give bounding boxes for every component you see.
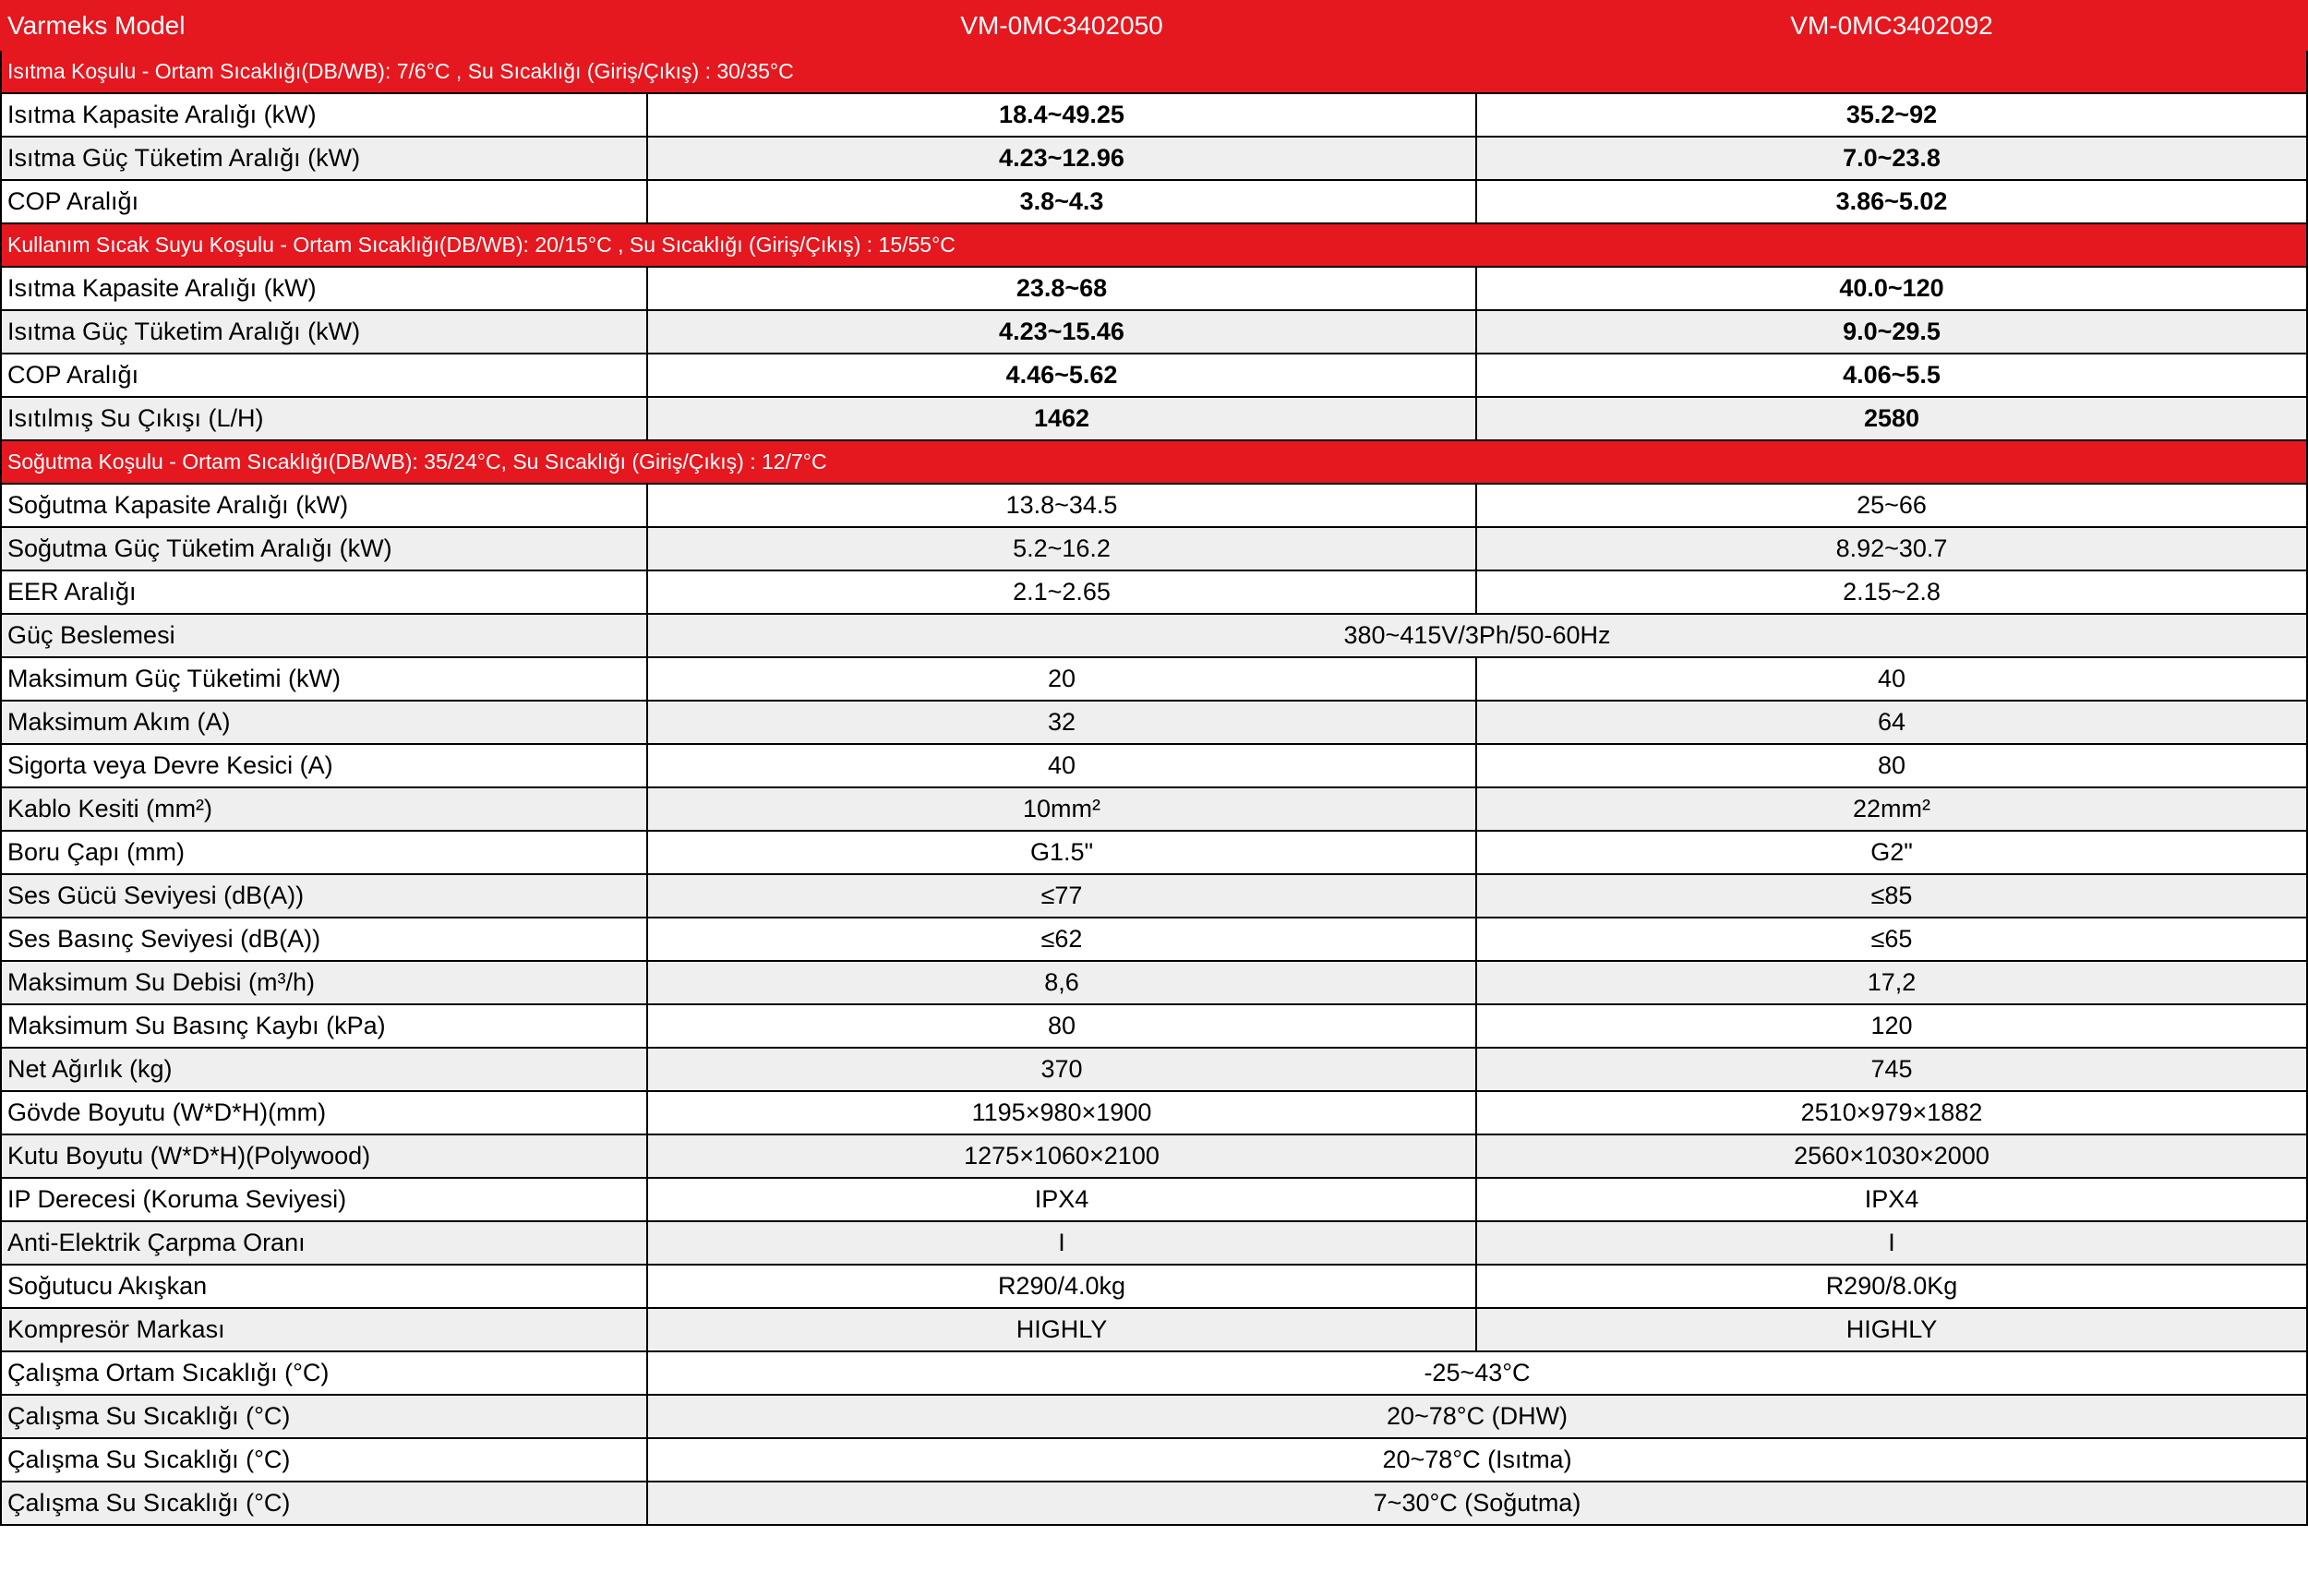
table-row [1,701,2307,744]
table-row [1,1178,2307,1221]
row-value-model-2: 2580 [1476,397,2307,440]
row-value-model-1: 1195×980×1900 [647,1091,1476,1134]
spec-table-body [1,50,2307,1525]
section-header-row [1,50,2307,93]
table-row [1,1004,2307,1048]
row-label: Kutu Boyutu (W*D*H)(Polywood) [1,1134,647,1178]
row-value-shared: -25~43°C [647,1351,2307,1395]
row-label: Isıtılmış Su Çıkışı (L/H) [1,397,647,440]
table-row [1,614,2307,657]
table-row [1,180,2307,223]
table-row [1,570,2307,614]
row-label: Soğutma Kapasite Aralığı (kW) [1,484,647,527]
row-label: Kompresör Markası [1,1308,647,1351]
row-value-model-2: I [1476,1221,2307,1265]
row-label: COP Aralığı [1,354,647,397]
row-value-model-1: 10mm² [647,787,1476,831]
row-value-model-1: 1275×1060×2100 [647,1134,1476,1178]
row-label: Kablo Kesiti (mm²) [1,787,647,831]
row-label: Maksimum Akım (A) [1,701,647,744]
row-label: Gövde Boyutu (W*D*H)(mm) [1,1091,647,1134]
row-label: Isıtma Kapasite Aralığı (kW) [1,93,647,137]
table-row [1,93,2307,137]
row-value-model-1: 4.23~15.46 [647,310,1476,354]
header-label: Varmeks Model [1,1,647,50]
row-value-shared: 20~78°C (Isıtma) [647,1438,2307,1482]
row-value-shared: 7~30°C (Soğutma) [647,1482,2307,1525]
row-value-model-2: 9.0~29.5 [1476,310,2307,354]
table-row [1,787,2307,831]
row-value-model-1: 5.2~16.2 [647,527,1476,570]
row-value-model-1: 370 [647,1048,1476,1091]
row-label: Ses Basınç Seviyesi (dB(A)) [1,918,647,961]
row-value-model-1: 2.1~2.65 [647,570,1476,614]
row-label: Güç Beslemesi [1,614,647,657]
row-value-model-1: 4.46~5.62 [647,354,1476,397]
row-value-model-1: HIGHLY [647,1308,1476,1351]
row-value-model-2: 8.92~30.7 [1476,527,2307,570]
row-value-model-2: ≤85 [1476,874,2307,918]
table-row [1,397,2307,440]
table-row [1,310,2307,354]
row-value-model-2: 745 [1476,1048,2307,1091]
row-label: Maksimum Güç Tüketimi (kW) [1,657,647,701]
table-row [1,1091,2307,1134]
row-value-model-2: 17,2 [1476,961,2307,1004]
row-value-model-1: 80 [647,1004,1476,1048]
row-label: EER Aralığı [1,570,647,614]
table-row [1,1048,2307,1091]
table-row [1,1265,2307,1308]
table-row [1,961,2307,1004]
row-label: Isıtma Güç Tüketim Aralığı (kW) [1,310,647,354]
section-title: Isıtma Koşulu - Ortam Sıcaklığı(DB/WB): 7/6°C , Su Sıcaklığı (Giriş/Çıkış) : 30/35°C [1,50,2307,93]
table-row [1,744,2307,787]
row-value-model-2: 2510×979×1882 [1476,1091,2307,1134]
row-label: Çalışma Su Sıcaklığı (°C) [1,1482,647,1525]
row-label: Net Ağırlık (kg) [1,1048,647,1091]
table-row [1,1438,2307,1482]
row-value-model-1: 13.8~34.5 [647,484,1476,527]
table-row [1,527,2307,570]
section-header-row [1,440,2307,484]
row-value-model-1: 20 [647,657,1476,701]
row-value-shared: 380~415V/3Ph/50-60Hz [647,614,2307,657]
table-row [1,1134,2307,1178]
row-label: Çalışma Su Sıcaklığı (°C) [1,1395,647,1438]
row-label: Sigorta veya Devre Kesici (A) [1,744,647,787]
row-value-model-2: 2.15~2.8 [1476,570,2307,614]
row-value-model-1: ≤77 [647,874,1476,918]
row-label: Ses Gücü Seviyesi (dB(A)) [1,874,647,918]
section-header-row [1,223,2307,267]
row-value-model-2: 80 [1476,744,2307,787]
row-value-model-2: 120 [1476,1004,2307,1048]
row-label: Boru Çapı (mm) [1,831,647,874]
table-row [1,137,2307,180]
table-row [1,874,2307,918]
row-value-model-1: I [647,1221,1476,1265]
table-row [1,1351,2307,1395]
header-model-1: VM-0MC3402050 [647,1,1476,50]
table-row [1,267,2307,310]
row-value-model-1: 18.4~49.25 [647,93,1476,137]
table-row [1,484,2307,527]
row-value-model-1: 3.8~4.3 [647,180,1476,223]
row-value-model-1: G1.5" [647,831,1476,874]
row-value-model-1: 1462 [647,397,1476,440]
table-row [1,1395,2307,1438]
row-label: COP Aralığı [1,180,647,223]
row-value-model-2: 40 [1476,657,2307,701]
row-value-model-2: 64 [1476,701,2307,744]
row-value-model-2: 4.06~5.5 [1476,354,2307,397]
row-value-model-1: R290/4.0kg [647,1265,1476,1308]
row-label: Isıtma Kapasite Aralığı (kW) [1,267,647,310]
row-value-model-1: 32 [647,701,1476,744]
header-model-2: VM-0MC3402092 [1476,1,2307,50]
row-value-model-2: HIGHLY [1476,1308,2307,1351]
row-value-model-1: ≤62 [647,918,1476,961]
row-value-model-2: ≤65 [1476,918,2307,961]
row-label: IP Derecesi (Koruma Seviyesi) [1,1178,647,1221]
row-label: Çalışma Ortam Sıcaklığı (°C) [1,1351,647,1395]
table-row [1,354,2307,397]
row-value-shared: 20~78°C (DHW) [647,1395,2307,1438]
table-row [1,831,2307,874]
section-title: Soğutma Koşulu - Ortam Sıcaklığı(DB/WB): 35/24°C, Su Sıcaklığı (Giriş/Çıkış) : 12/7°C [1,440,2307,484]
table-header-row [1,1,2307,50]
row-value-model-2: 35.2~92 [1476,93,2307,137]
row-label: Isıtma Güç Tüketim Aralığı (kW) [1,137,647,180]
row-value-model-2: 22mm² [1476,787,2307,831]
row-value-model-2: 40.0~120 [1476,267,2307,310]
row-label: Soğutucu Akışkan [1,1265,647,1308]
row-value-model-2: G2" [1476,831,2307,874]
table-row [1,1221,2307,1265]
row-value-model-1: 4.23~12.96 [647,137,1476,180]
row-value-model-1: 23.8~68 [647,267,1476,310]
row-value-model-1: 8,6 [647,961,1476,1004]
row-label: Soğutma Güç Tüketim Aralığı (kW) [1,527,647,570]
table-row [1,657,2307,701]
row-value-model-2: 7.0~23.8 [1476,137,2307,180]
row-label: Maksimum Su Debisi (m³/h) [1,961,647,1004]
section-title: Kullanım Sıcak Suyu Koşulu - Ortam Sıcaklığı(DB/WB): 20/15°C , Su Sıcaklığı (Giriş/Çıkış) : 15/55°C [1,223,2307,267]
row-label: Çalışma Su Sıcaklığı (°C) [1,1438,647,1482]
row-value-model-1: 40 [647,744,1476,787]
row-value-model-2: IPX4 [1476,1178,2307,1221]
table-row [1,1308,2307,1351]
row-value-model-2: 25~66 [1476,484,2307,527]
row-value-model-2: R290/8.0Kg [1476,1265,2307,1308]
table-row [1,918,2307,961]
table-row [1,1482,2307,1525]
row-value-model-2: 2560×1030×2000 [1476,1134,2307,1178]
row-label: Anti-Elektrik Çarpma Oranı [1,1221,647,1265]
row-value-model-1: IPX4 [647,1178,1476,1221]
row-value-model-2: 3.86~5.02 [1476,180,2307,223]
row-label: Maksimum Su Basınç Kaybı (kPa) [1,1004,647,1048]
